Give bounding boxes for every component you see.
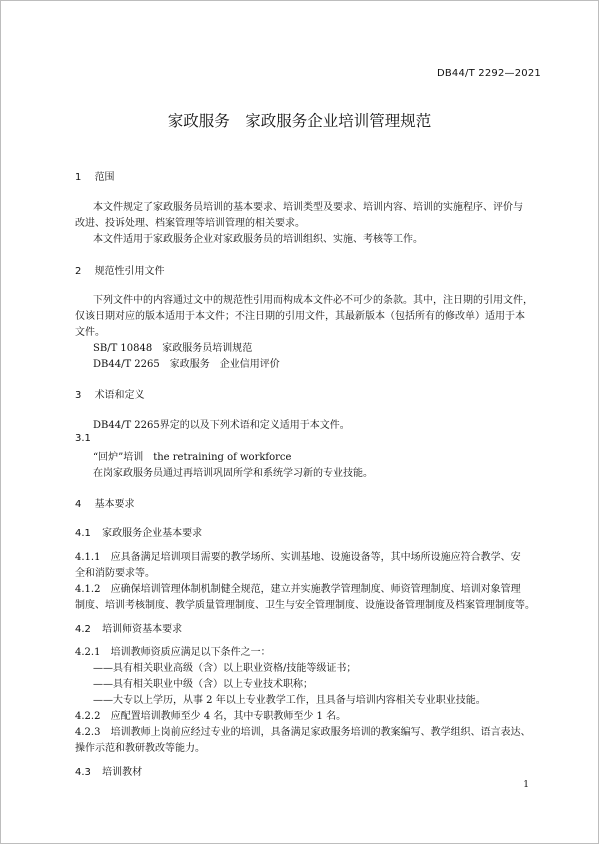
section-2-paragraph-line-2: 仅该日期对应的版本适用于本文件；不注日期的引用文件，其最新版本（包括所有的修改单）适用于本: [75, 311, 525, 322]
clause-4-1-1-line-1: [75, 548, 521, 563]
section-2-paragraph-line-3: 文件。: [75, 327, 105, 338]
clause-4-1-2-number: 4.1.2: [75, 584, 101, 595]
section-1-title: 范围: [94, 172, 115, 183]
section-1-paragraph-1-line-2: 改进、投诉处理、档案管理等培训管理的相关要求。: [75, 218, 305, 229]
term-3-1-title: “回炉”培训 the retraining of workforce: [93, 452, 292, 463]
subsection-4-3-number: 4.3: [75, 767, 91, 778]
clause-4-2-2-number: 4.2.2: [75, 711, 101, 722]
clause-4-2-1-text: 培训教师资质应满足以下条件之一：: [110, 647, 271, 658]
subsection-4-3-title: 培训教材: [102, 767, 143, 778]
subsection-4-1-title: 家政服务企业基本要求: [102, 528, 203, 539]
page-number: 1: [523, 780, 529, 790]
clause-4-2-3-text: 培训教师上岗前应经过专业的培训，具备满足家政服务培训的教案编写、教学组织、语言表达、: [110, 727, 531, 738]
reference-db44t-2265: DB44/T 2265 家政服务 企业信用评价: [93, 359, 280, 370]
clause-4-2-3-number: 4.2.3: [75, 727, 101, 738]
section-3-heading: [75, 386, 145, 401]
subsection-4-3-heading: [75, 763, 142, 778]
section-1-heading: [75, 168, 115, 183]
page-title: 家政服务 家政服务企业培训管理规范: [167, 112, 432, 130]
clause-4-2-2-text: 应配置培训教师至少 4 名，其中专职教师至少 1 名。: [110, 711, 347, 722]
subsection-4-1-number: 4.1: [75, 528, 91, 539]
section-4-heading: [75, 495, 135, 510]
clause-4-2-3-line-2: 操作示范和教研教改等能力。: [75, 743, 205, 754]
clause-4-1-2-text: 应确保培训管理体制机制健全规范，建立并实施教学管理制度、师资管理制度、培训对象管理: [110, 584, 521, 595]
document-number: DB44/T 2292—2021: [436, 68, 541, 79]
subsection-4-1-heading: [75, 524, 202, 539]
term-3-1-number: 3.1: [75, 433, 91, 444]
clause-4-2-1: [75, 643, 271, 658]
term-3-1-definition: 在岗家政服务员通过再培训巩固所学和系统学习新的专业技能。: [93, 468, 373, 479]
section-2-title: 规范性引用文件: [94, 266, 165, 277]
section-2-number: 2: [75, 266, 82, 277]
section-1-number: 1: [75, 172, 82, 183]
clause-4-2-3-line-1: [75, 723, 531, 738]
section-4-number: 4: [75, 499, 82, 510]
section-2-heading: [75, 262, 165, 277]
clause-4-1-1-line-2: 全和消防要求等。: [75, 568, 155, 579]
clause-4-2-1-item-2: ——具有相关职业中级（含）以上专业技术职称；: [93, 679, 313, 690]
section-3-title: 术语和定义: [94, 390, 145, 401]
reference-sbt-10848: SB/T 10848 家政服务员培训规范: [93, 343, 253, 354]
clause-4-1-1-number: 4.1.1: [75, 552, 101, 563]
clause-4-2-1-number: 4.2.1: [75, 647, 101, 658]
section-3-number: 3: [75, 390, 82, 401]
subsection-4-2-title: 培训师资基本要求: [102, 624, 183, 635]
section-2-paragraph-line-1: 下列文件中的内容通过文中的规范性引用而构成本文件必不可少的条款。其中，注日期的引用文件，: [93, 295, 533, 306]
clause-4-2-2: [75, 707, 346, 722]
section-1-paragraph-1-line-1: 本文件规定了家政服务员培训的基本要求、培训类型及要求、培训内容、培训的实施程序、评价与: [93, 202, 523, 213]
clause-4-1-2-line-1: [75, 580, 521, 595]
clause-4-2-1-item-3: ——大专以上学历，从事 2 年以上专业教学工作，且具备与培训内容相关专业职业技能。: [93, 695, 486, 706]
clause-4-2-1-item-1: ——具有相关职业高级（含）以上职业资格/技能等级证书；: [93, 663, 357, 674]
section-3-intro: DB44/T 2265界定的以及下列术语和定义适用于本文件。: [93, 420, 350, 431]
clause-4-1-2-line-2: 制度、培训考核制度、教学质量管理制度、卫生与安全管理制度、设施设备管理制度及档案管理制度等。: [75, 600, 535, 611]
subsection-4-2-heading: [75, 620, 182, 635]
section-4-title: 基本要求: [94, 499, 135, 510]
clause-4-1-1-text: 应具备满足培训项目需要的教学场所、实训基地、设施设备等，其中场所设施应符合教学、安: [110, 552, 521, 563]
section-1-paragraph-2: 本文件适用于家政服务企业对家政服务员的培训组织、实施、考核等工作。: [93, 234, 423, 245]
subsection-4-2-number: 4.2: [75, 624, 91, 635]
